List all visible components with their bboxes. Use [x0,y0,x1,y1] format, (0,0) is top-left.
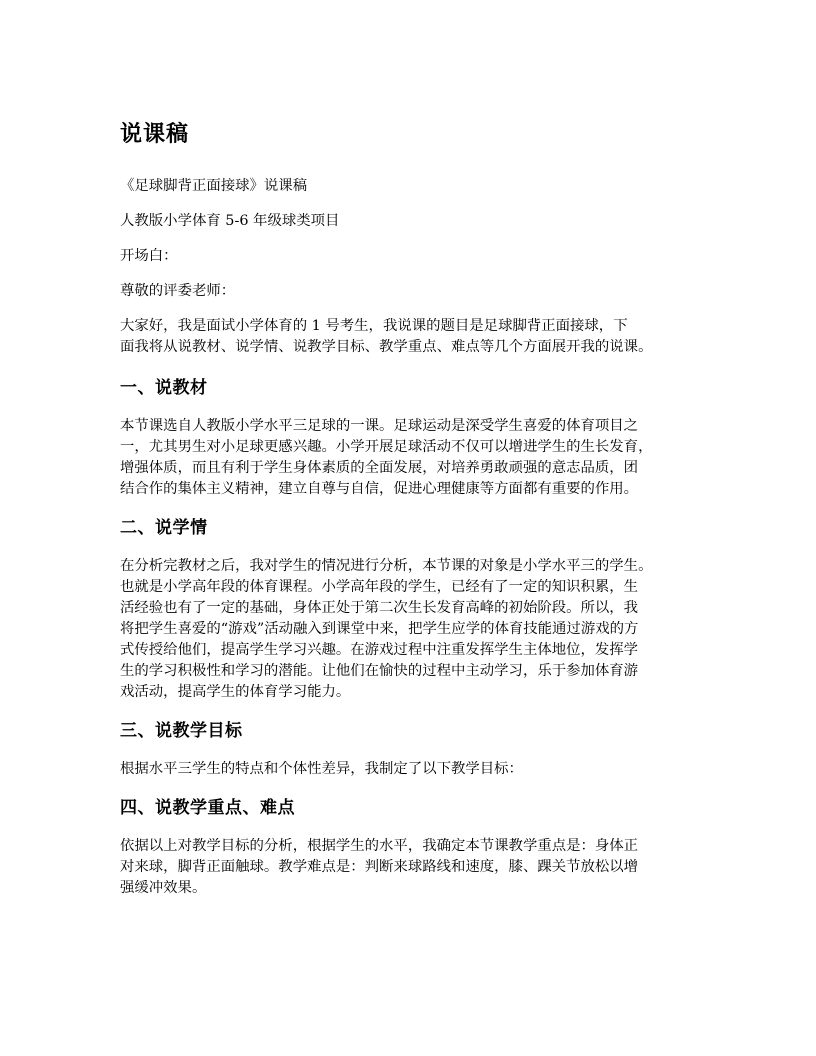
section-heading-learners: 二、说学情 [120,518,208,538]
paragraph-line: 本节课选自人教版小学水平三足球的一课。足球运动是深受学生喜爱的体育项目之 [120,418,639,434]
paragraph-line: 大家好，我是面试小学体育的 1 号考生，我说课的题目是足球脚背正面接球，下 [120,318,628,334]
paragraph-line: 结合作的集体主义精神，建立自尊与自信，促进心理健康等方面都有重要的作用。 [120,481,639,497]
section-heading-key-points: 四、说教学重点、难点 [120,798,295,818]
lesson-subtitle: 《足球脚背正面接球》说课稿 [120,178,308,194]
document-page [120,120,710,899]
paragraph-line: 也就是小学高年段的体育课程。小学高年段的学生，已经有了一定的知识积累，生 [120,579,639,595]
document-title: 说课稿 [120,122,190,147]
paragraph-line: 依据以上对教学目标的分析，根据学生的水平，我确定本节课教学重点是：身体正 [120,838,639,854]
greeting-line: 尊敬的评委老师： [120,283,236,299]
paragraph-line: 增强体质，而且有利于学生身体素质的全面发展，对培养勇敢顽强的意志品质，团 [120,460,639,476]
paragraph-line: 式传授给他们，提高学生学习兴趣。在游戏过程中注重发挥学生主体地位，发挥学 [120,642,639,658]
paragraph-line: 一，尤其男生对小足球更感兴趣。小学开展足球活动不仅可以增进学生的生长发育， [120,439,653,455]
paragraph-line: 在分析完教材之后，我对学生的情况进行分析，本节课的对象是小学水平三的学生。 [120,558,653,574]
opening-label: 开场白： [120,248,178,264]
paragraph-line: 根据水平三学生的特点和个体性差异，我制定了以下教学目标： [120,761,523,777]
paragraph-line: 强缓冲效果。 [120,880,207,896]
paragraph-line: 面我将从说教材、说学情、说教学目标、教学重点、难点等几个方面展开我的说课。 [120,339,653,355]
paragraph-line: 将把学生喜爱的“游戏”活动融入到课堂中来，把学生应学的体育技能通过游戏的方 [120,621,639,637]
section-paragraph-objectives [120,759,710,780]
intro-paragraph [120,316,710,358]
paragraph-line: 生的学习积极性和学习的潜能。让他们在愉快的过程中主动学习，乐于参加体育游 [120,663,639,679]
paragraph-line: 戏活动，提高学生的体育学习能力。 [120,684,351,700]
section-paragraph-key-points [120,836,710,899]
publisher-line: 人教版小学体育 5-6 年级球类项目 [120,213,340,229]
section-heading-textbook: 一、说教材 [120,378,208,398]
paragraph-line: 对来球，脚背正面触球。教学难点是：判断来球路线和速度，膝、踝关节放松以增 [120,859,639,875]
section-heading-objectives: 三、说教学目标 [120,721,243,741]
section-paragraph-textbook [120,416,710,500]
paragraph-line: 活经验也有了一定的基础，身体正处于第二次生长发育高峰的初始阶段。所以，我 [120,600,639,616]
section-paragraph-learners [120,556,710,703]
